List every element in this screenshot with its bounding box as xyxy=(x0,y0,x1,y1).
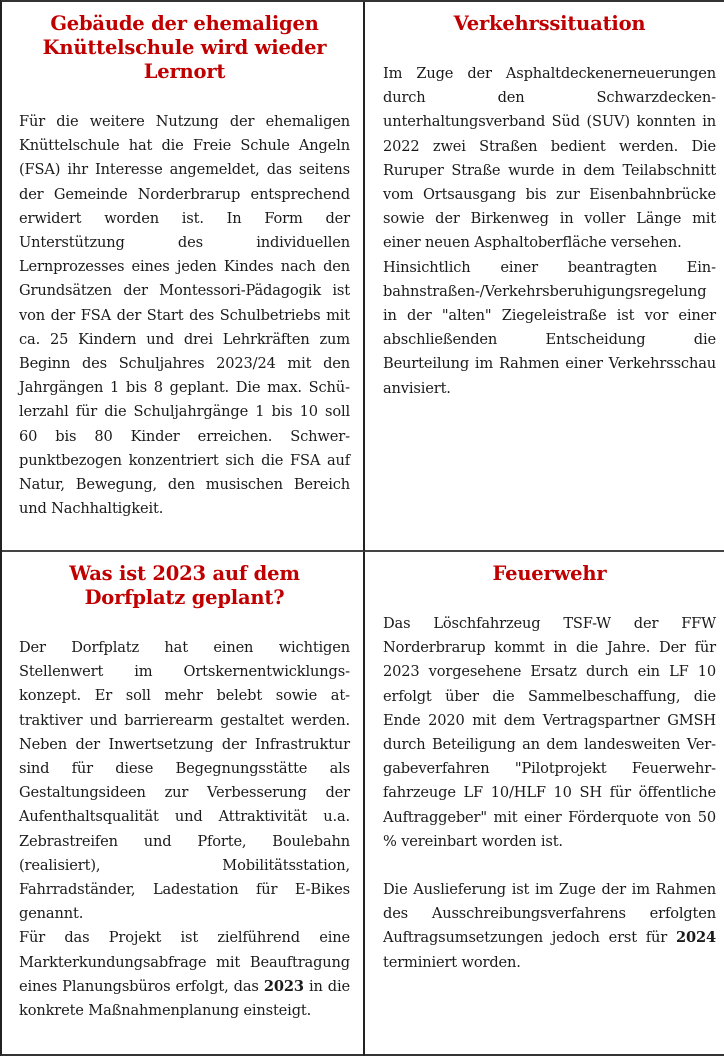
article-paragraph xyxy=(383,878,716,975)
article-paragraph: Der Dorfplatz hat einen wichtigen Stellenwert im Ortskernentwicklungskonzept. Er soll mehr belebt sowie attraktiver und barrierearm gestaltet werden. Neben der Inwertsetzung der Infrastruktur sind für diese Begegnungsstätte als Gestaltungsideen zur Verbesserung der Aufenthaltsqualität und Attraktivität u.a. Zebrastreifen und Pforte, Boulebahn (realisiert), Mobilitätsstation, Fahrradständer, Ladestation für E-Bikes genannt. xyxy=(19,639,350,923)
paragraph-text: Für das Projekt ist zielführend eine Markterkundungsabfrage mit Beauftragung eines Planungsbüros erfolgt, das xyxy=(19,929,350,995)
article-paragraph xyxy=(19,926,350,1023)
article-title: Was ist 2023 auf dem Dorfplatz geplant? xyxy=(69,562,300,609)
highlight-year: 2023 xyxy=(263,977,304,995)
article-paragraph: Im Zuge der Asphaltdeckenerneuerungen durch den Schwarzdeckenunterhaltungsverband Süd (SUV) konnten in 2022 zwei Straßen bedient werden. Die Ruruper Straße wurde in dem Teilabschnitt vom Ortsausgang bis zur Eisenbahnbrücke sowie der Birkenweg in voller Länge mit einer neuen Asphaltoberfläche versehen. xyxy=(383,65,716,252)
paragraph-text: in die konkrete Maßnahmenplanung einsteigt. xyxy=(19,977,350,1020)
paragraph-text: terminiert worden. xyxy=(383,953,521,971)
highlight-year: 2024 xyxy=(675,929,716,947)
article-verkehrssituation xyxy=(365,2,724,552)
article-feuerwehr xyxy=(365,552,724,1056)
article-paragraph: Das Löschfahrzeug TSF-W der FFW Norderbrarup kommt in die Jahre. Der für 2023 vorgesehene Ersatz durch ein LF 10 erfolgt über die Sammelbeschaffung, die Ende 2020 mit dem Vertragspartner GMSH durch Beteiligung an dem landesweiten Vergabeverfahren "Pilotprojekt Feuerwehrfahrzeuge LF 10/HLF 10 SH für öffentliche Auftraggeber" mit einer Förderquote von 50 % vereinbart worden ist. xyxy=(383,615,716,850)
article-title: Feuerwehr xyxy=(492,562,607,585)
article-title: Gebäude der ehemaligen Knüttelschule wird wieder Lernort xyxy=(42,12,327,83)
article-paragraph: Hinsichtlich einer beantragten Einbahnstraßen-/Verkehrsberuhigungsregelung in der "alten" Ziegeleistraße ist vor einer abschließenden Entscheidung die Beurteilung im Rahmen einer Verkehrsschau anvisiert. xyxy=(383,258,716,397)
article-dorfplatz xyxy=(2,552,365,1056)
paragraph-text: Die Auslieferung ist im Zuge der im Rahmen des Ausschreibungsverfahrens erfolgten Auftragsumsetzungen jedoch erst für xyxy=(383,881,716,947)
article-knuettelschule xyxy=(2,2,365,552)
article-title: Verkehrssituation xyxy=(453,12,646,35)
article-paragraph: Für die weitere Nutzung der ehemaligen Knüttelschule hat die Freie Schule Angeln (FSA) ihr Interesse angemeldet, das seitens der Gemeinde Norderbrarup entsprechend erwidert worden ist. In Form der Unterstützung des individuellen Lernprozesses eines jeden Kindes nach den Grundsätzen der Montessori-Pädagogik ist von der FSA der Start des Schulbetriebs mit ca. 25 Kindern und drei Lehrkräften zum Beginn des Schuljahres 2023/24 mit den Jahrgängen 1 bis 8 geplant. Die max. Schülerzahl für die Schuljahrgänge 1 bis 10 soll 60 bis 80 Kinder erreichen. Schwerpunktbezogen konzentriert sich die FSA auf Natur, Bewegung, den musischen Bereich und Nachhaltigkeit. xyxy=(19,113,350,518)
